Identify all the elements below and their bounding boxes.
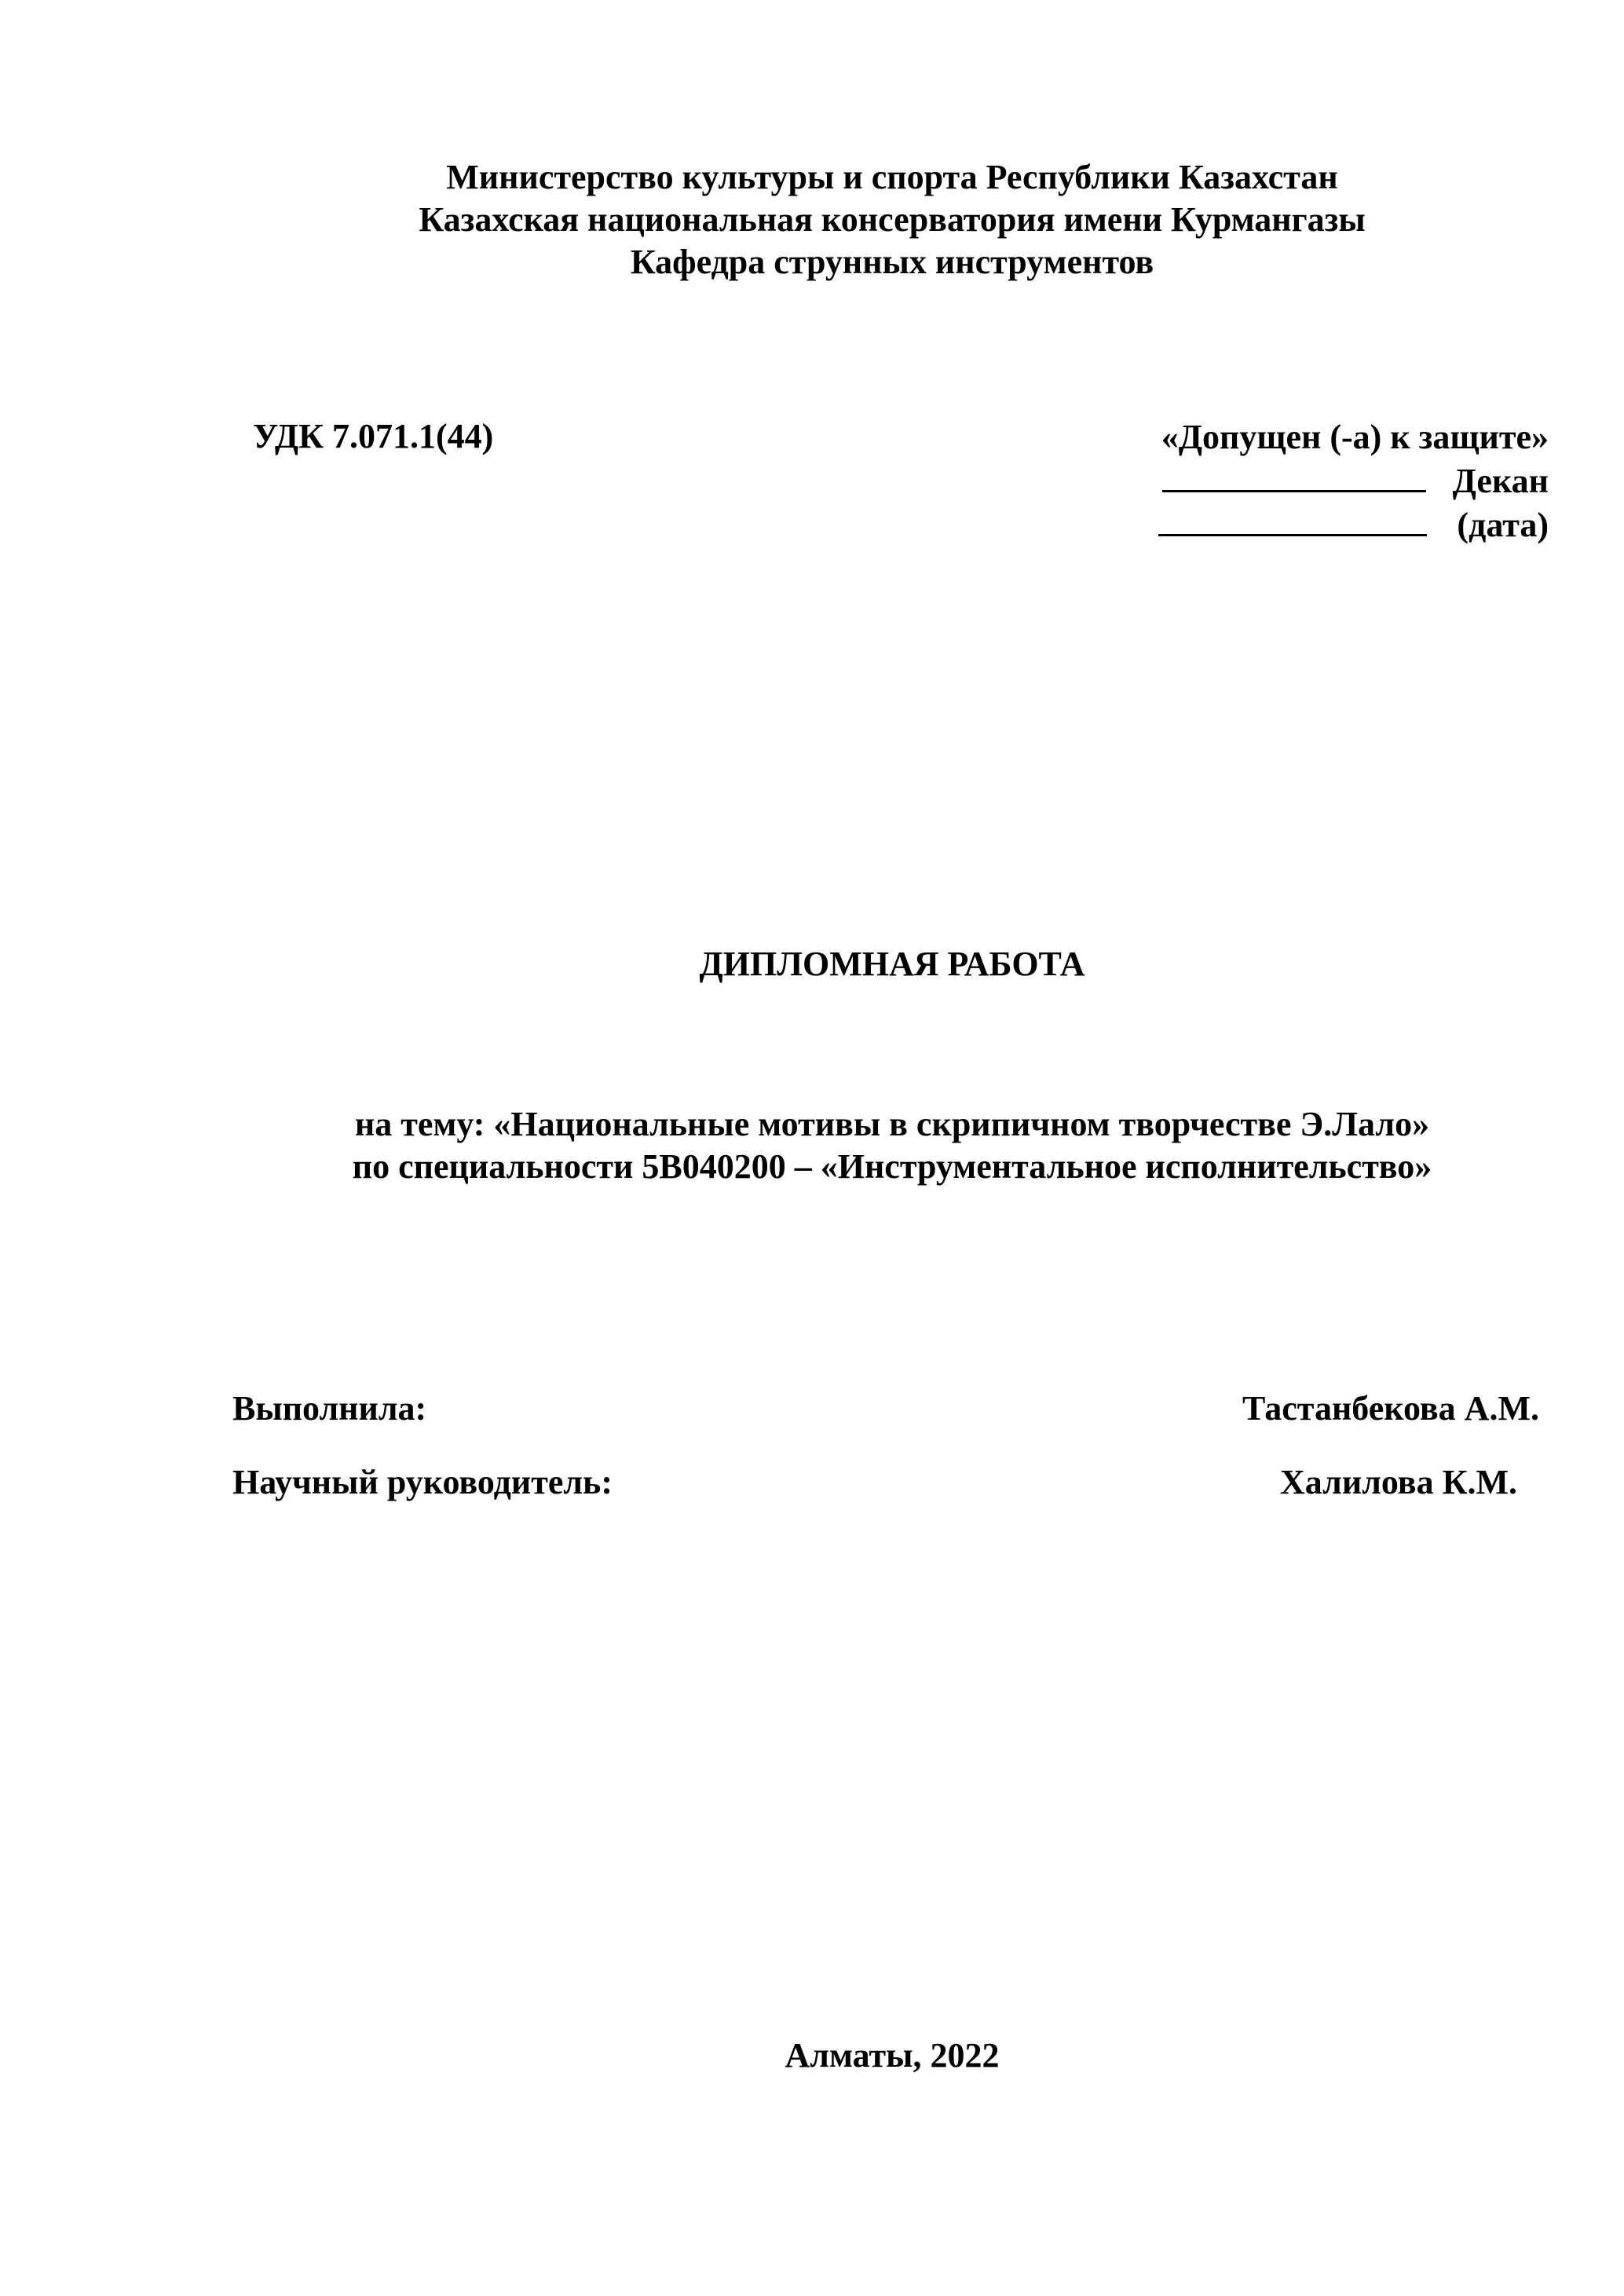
topic-line-1: на тему: «Национальные мотивы в скрипичном творчестве Э.Лало» <box>354 1105 1430 1143</box>
admitted-line: «Допущен (-а) к защите» <box>1161 418 1549 456</box>
dean-line <box>1158 459 1549 503</box>
approval-block <box>1158 418 1549 547</box>
place-year: Алматы, 2022 <box>785 2036 1000 2075</box>
topic-line-2: по специальности 5В040200 – «Инструментальное исполнительство» <box>352 1147 1432 1186</box>
supervisor-name: Халилова К.М. <box>1280 1463 1517 1501</box>
department-line: Кафедра струнных инструментов <box>630 243 1154 281</box>
date-label: (дата) <box>1457 506 1549 544</box>
date-blank <box>1158 503 1427 536</box>
dean-signature-blank <box>1162 459 1426 492</box>
author-name: Тастанбекова А.М. <box>1242 1389 1539 1428</box>
document-type: ДИПЛОМНАЯ РАБОТА <box>699 945 1085 983</box>
supervisor-label: Научный руководитель: <box>232 1463 613 1501</box>
ministry-line: Министерство культуры и спорта Республики Казахстан <box>446 158 1338 196</box>
date-line <box>1158 503 1549 547</box>
dean-label: Декан <box>1452 462 1549 500</box>
author-label: Выполнила: <box>232 1389 427 1428</box>
conservatory-line: Казахская национальная консерватория имени Курмангазы <box>419 200 1366 239</box>
udk-code: УДК 7.071.1(44) <box>253 417 494 455</box>
